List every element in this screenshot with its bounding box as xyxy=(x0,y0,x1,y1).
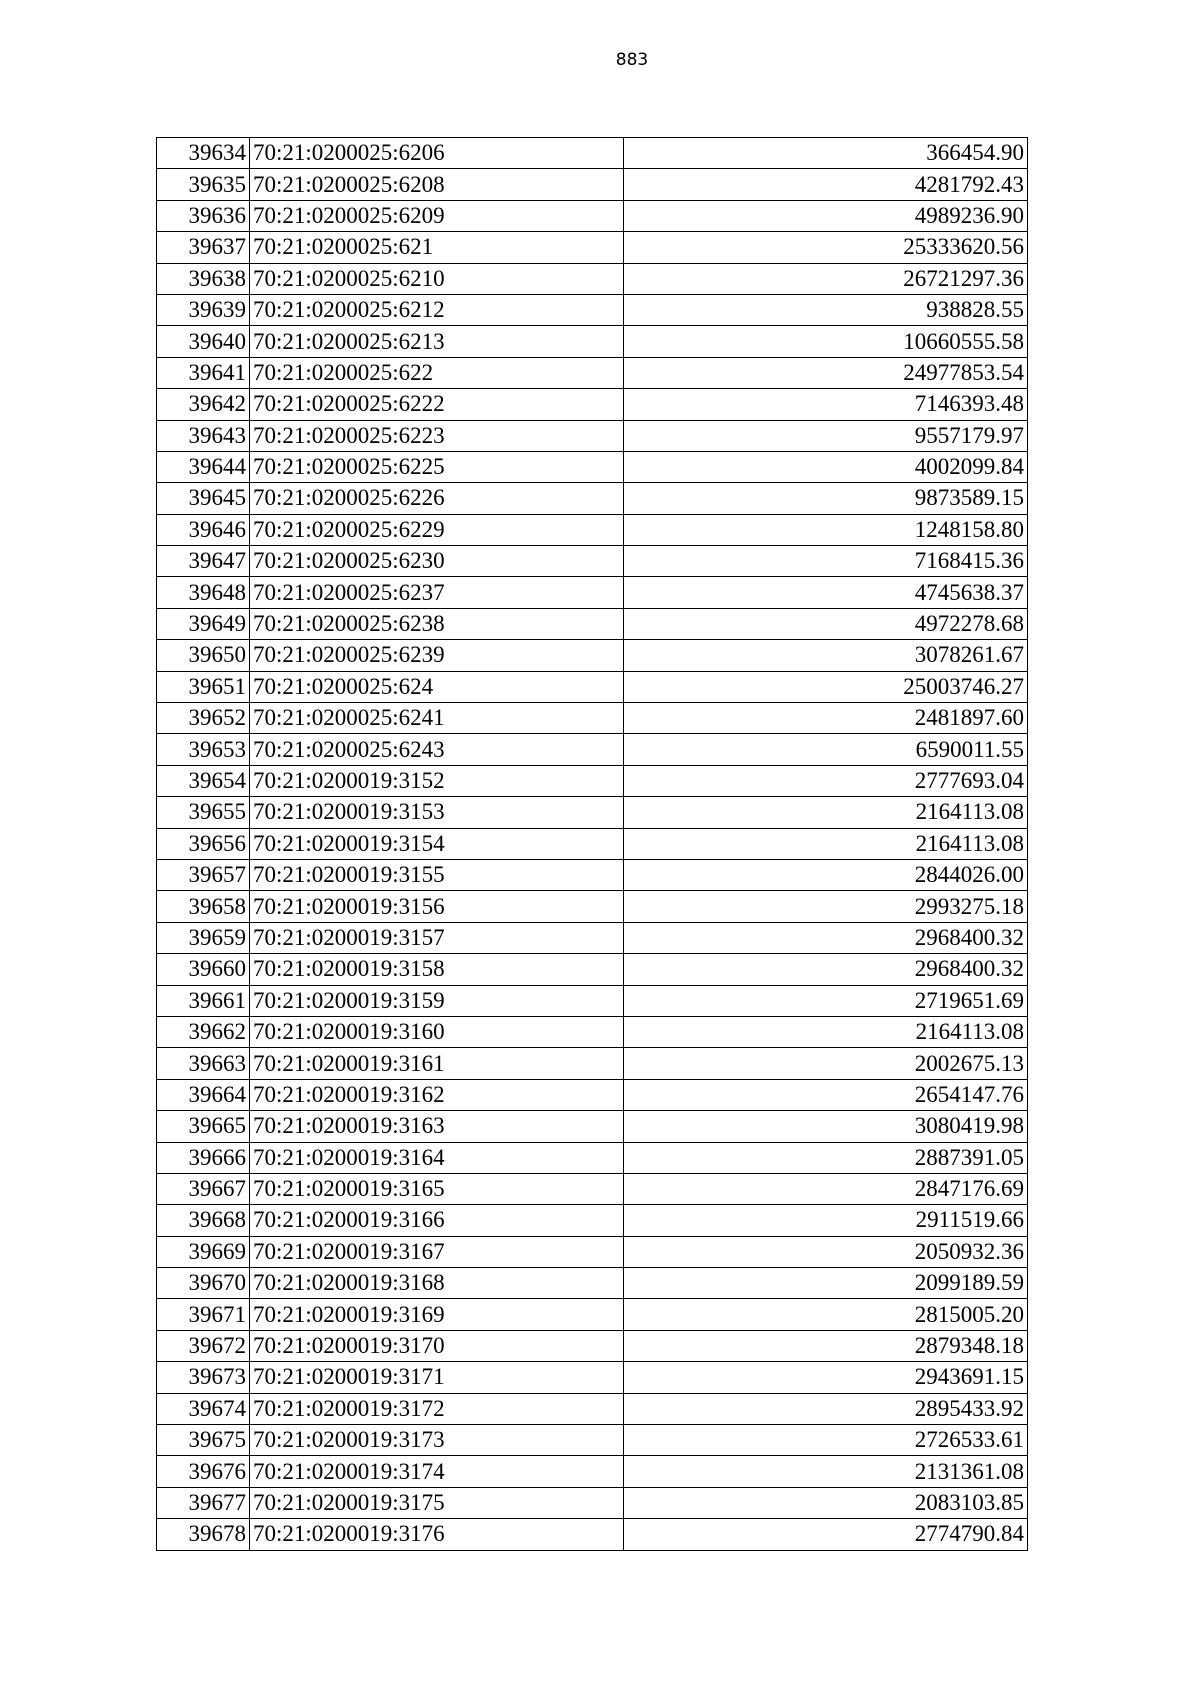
table-row xyxy=(157,514,1028,545)
table-row xyxy=(157,1362,1028,1393)
table-row xyxy=(157,734,1028,765)
table-row xyxy=(157,671,1028,702)
row-number: 39678 xyxy=(157,1519,250,1550)
table-row xyxy=(157,1205,1028,1236)
cadastral-value: 2164113.08 xyxy=(624,797,1028,828)
cadastral-number: 70:21:0200019:3175 xyxy=(250,1487,624,1518)
cadastral-value: 25003746.27 xyxy=(624,671,1028,702)
row-number: 39653 xyxy=(157,734,250,765)
cadastral-number: 70:21:0200019:3153 xyxy=(250,797,624,828)
row-number: 39671 xyxy=(157,1299,250,1330)
cadastral-number: 70:21:0200025:6238 xyxy=(250,608,624,639)
cadastral-value: 9557179.97 xyxy=(624,420,1028,451)
row-number: 39652 xyxy=(157,703,250,734)
row-number: 39665 xyxy=(157,1111,250,1142)
row-number: 39658 xyxy=(157,891,250,922)
cadastral-value: 2726533.61 xyxy=(624,1425,1028,1456)
table-row xyxy=(157,1299,1028,1330)
row-number: 39672 xyxy=(157,1330,250,1361)
row-number: 39657 xyxy=(157,859,250,890)
cadastral-value: 25333620.56 xyxy=(624,232,1028,263)
table-row xyxy=(157,1111,1028,1142)
cadastral-number: 70:21:0200025:6230 xyxy=(250,546,624,577)
row-number: 39648 xyxy=(157,577,250,608)
cadastral-value: 2993275.18 xyxy=(624,891,1028,922)
table-row xyxy=(157,577,1028,608)
cadastral-value: 2654147.76 xyxy=(624,1079,1028,1110)
cadastral-number: 70:21:0200019:3171 xyxy=(250,1362,624,1393)
cadastral-number: 70:21:0200019:3158 xyxy=(250,954,624,985)
cadastral-number: 70:21:0200019:3173 xyxy=(250,1425,624,1456)
row-number: 39640 xyxy=(157,326,250,357)
cadastral-number: 70:21:0200025:624 xyxy=(250,671,624,702)
table-row xyxy=(157,263,1028,294)
cadastral-number: 70:21:0200025:6209 xyxy=(250,200,624,231)
cadastral-number: 70:21:0200025:6210 xyxy=(250,263,624,294)
table-row xyxy=(157,1393,1028,1424)
table-row xyxy=(157,640,1028,671)
table-body xyxy=(157,138,1028,1551)
row-number: 39644 xyxy=(157,451,250,482)
cadastral-value: 2847176.69 xyxy=(624,1173,1028,1204)
cadastral-number: 70:21:0200019:3157 xyxy=(250,922,624,953)
cadastral-value: 2131361.08 xyxy=(624,1456,1028,1487)
cadastral-value: 26721297.36 xyxy=(624,263,1028,294)
row-number: 39664 xyxy=(157,1079,250,1110)
table-row xyxy=(157,1330,1028,1361)
row-number: 39636 xyxy=(157,200,250,231)
cadastral-value: 2164113.08 xyxy=(624,1016,1028,1047)
table-row xyxy=(157,1456,1028,1487)
table-row xyxy=(157,483,1028,514)
cadastral-value: 2943691.15 xyxy=(624,1362,1028,1393)
table-row xyxy=(157,1048,1028,1079)
cadastral-number: 70:21:0200025:6213 xyxy=(250,326,624,357)
cadastral-value: 4002099.84 xyxy=(624,451,1028,482)
table-row xyxy=(157,546,1028,577)
row-number: 39637 xyxy=(157,232,250,263)
cadastral-value: 24977853.54 xyxy=(624,357,1028,388)
table-row xyxy=(157,1487,1028,1518)
cadastral-number: 70:21:0200025:6226 xyxy=(250,483,624,514)
row-number: 39643 xyxy=(157,420,250,451)
cadastral-number: 70:21:0200019:3161 xyxy=(250,1048,624,1079)
table-row xyxy=(157,891,1028,922)
table-row xyxy=(157,138,1028,169)
row-number: 39668 xyxy=(157,1205,250,1236)
cadastral-value: 2774790.84 xyxy=(624,1519,1028,1550)
row-number: 39645 xyxy=(157,483,250,514)
cadastral-value: 9873589.15 xyxy=(624,483,1028,514)
cadastral-number: 70:21:0200019:3167 xyxy=(250,1236,624,1267)
row-number: 39646 xyxy=(157,514,250,545)
cadastral-number: 70:21:0200019:3159 xyxy=(250,985,624,1016)
row-number: 39641 xyxy=(157,357,250,388)
table-row xyxy=(157,828,1028,859)
cadastral-value: 2050932.36 xyxy=(624,1236,1028,1267)
cadastral-value: 2911519.66 xyxy=(624,1205,1028,1236)
row-number: 39634 xyxy=(157,138,250,169)
row-number: 39667 xyxy=(157,1173,250,1204)
cadastral-number: 70:21:0200019:3163 xyxy=(250,1111,624,1142)
table-row xyxy=(157,1268,1028,1299)
cadastral-value: 3078261.67 xyxy=(624,640,1028,671)
table-row xyxy=(157,1142,1028,1173)
cadastral-number: 70:21:0200025:6241 xyxy=(250,703,624,734)
row-number: 39662 xyxy=(157,1016,250,1047)
table-row xyxy=(157,169,1028,200)
table-row xyxy=(157,1425,1028,1456)
cadastral-value: 2777693.04 xyxy=(624,765,1028,796)
cadastral-number: 70:21:0200025:621 xyxy=(250,232,624,263)
cadastral-value: 2481897.60 xyxy=(624,703,1028,734)
cadastral-number: 70:21:0200019:3156 xyxy=(250,891,624,922)
cadastral-value: 4745638.37 xyxy=(624,577,1028,608)
table-row xyxy=(157,420,1028,451)
cadastral-number: 70:21:0200025:6225 xyxy=(250,451,624,482)
table-row xyxy=(157,1236,1028,1267)
cadastral-number: 70:21:0200019:3154 xyxy=(250,828,624,859)
cadastral-value: 2164113.08 xyxy=(624,828,1028,859)
cadastral-value: 366454.90 xyxy=(624,138,1028,169)
row-number: 39650 xyxy=(157,640,250,671)
table-row xyxy=(157,765,1028,796)
row-number: 39663 xyxy=(157,1048,250,1079)
row-number: 39635 xyxy=(157,169,250,200)
table-row xyxy=(157,1016,1028,1047)
cadastral-number: 70:21:0200025:6237 xyxy=(250,577,624,608)
cadastral-value: 2099189.59 xyxy=(624,1268,1028,1299)
cadastral-number: 70:21:0200025:6239 xyxy=(250,640,624,671)
table-row xyxy=(157,357,1028,388)
table-row xyxy=(157,326,1028,357)
cadastral-number: 70:21:0200019:3172 xyxy=(250,1393,624,1424)
row-number: 39675 xyxy=(157,1425,250,1456)
row-number: 39670 xyxy=(157,1268,250,1299)
cadastral-value: 7146393.48 xyxy=(624,389,1028,420)
cadastral-number: 70:21:0200025:6208 xyxy=(250,169,624,200)
cadastral-value: 4972278.68 xyxy=(624,608,1028,639)
cadastral-value: 938828.55 xyxy=(624,294,1028,325)
cadastral-number: 70:21:0200025:622 xyxy=(250,357,624,388)
cadastral-value: 2879348.18 xyxy=(624,1330,1028,1361)
cadastral-value: 6590011.55 xyxy=(624,734,1028,765)
cadastral-value: 2895433.92 xyxy=(624,1393,1028,1424)
cadastral-number: 70:21:0200025:6223 xyxy=(250,420,624,451)
cadastral-value: 7168415.36 xyxy=(624,546,1028,577)
cadastral-value: 10660555.58 xyxy=(624,326,1028,357)
table-row xyxy=(157,922,1028,953)
row-number: 39673 xyxy=(157,1362,250,1393)
cadastral-number: 70:21:0200019:3168 xyxy=(250,1268,624,1299)
row-number: 39651 xyxy=(157,671,250,702)
row-number: 39677 xyxy=(157,1487,250,1518)
cadastral-value: 4281792.43 xyxy=(624,169,1028,200)
row-number: 39649 xyxy=(157,608,250,639)
cadastral-number: 70:21:0200019:3162 xyxy=(250,1079,624,1110)
table-row xyxy=(157,1519,1028,1550)
cadastral-value: 2968400.32 xyxy=(624,954,1028,985)
table-row xyxy=(157,859,1028,890)
table-row xyxy=(157,703,1028,734)
row-number: 39639 xyxy=(157,294,250,325)
cadastral-number: 70:21:0200019:3176 xyxy=(250,1519,624,1550)
cadastral-number: 70:21:0200019:3160 xyxy=(250,1016,624,1047)
cadastral-value: 1248158.80 xyxy=(624,514,1028,545)
cadastral-number: 70:21:0200019:3155 xyxy=(250,859,624,890)
cadastral-value: 2815005.20 xyxy=(624,1299,1028,1330)
row-number: 39638 xyxy=(157,263,250,294)
cadastral-number: 70:21:0200019:3166 xyxy=(250,1205,624,1236)
page-number: 883 xyxy=(615,50,649,70)
table-row xyxy=(157,232,1028,263)
row-number: 39676 xyxy=(157,1456,250,1487)
row-number: 39654 xyxy=(157,765,250,796)
cadastral-value: 2002675.13 xyxy=(624,1048,1028,1079)
cadastral-number: 70:21:0200019:3170 xyxy=(250,1330,624,1361)
table-row xyxy=(157,608,1028,639)
row-number: 39659 xyxy=(157,922,250,953)
cadastral-number: 70:21:0200025:6222 xyxy=(250,389,624,420)
table-row xyxy=(157,1173,1028,1204)
cadastral-value: 2844026.00 xyxy=(624,859,1028,890)
row-number: 39669 xyxy=(157,1236,250,1267)
row-number: 39642 xyxy=(157,389,250,420)
row-number: 39666 xyxy=(157,1142,250,1173)
cadastral-number: 70:21:0200019:3169 xyxy=(250,1299,624,1330)
cadastral-number: 70:21:0200019:3174 xyxy=(250,1456,624,1487)
cadastral-number: 70:21:0200025:6229 xyxy=(250,514,624,545)
cadastral-value: 2887391.05 xyxy=(624,1142,1028,1173)
cadastral-value: 2719651.69 xyxy=(624,985,1028,1016)
row-number: 39656 xyxy=(157,828,250,859)
cadastral-number: 70:21:0200025:6243 xyxy=(250,734,624,765)
table-row xyxy=(157,200,1028,231)
row-number: 39661 xyxy=(157,985,250,1016)
table-row xyxy=(157,451,1028,482)
row-number: 39660 xyxy=(157,954,250,985)
cadastral-value: 2968400.32 xyxy=(624,922,1028,953)
row-number: 39655 xyxy=(157,797,250,828)
cadastral-number: 70:21:0200025:6212 xyxy=(250,294,624,325)
table-row xyxy=(157,954,1028,985)
cadastral-value: 3080419.98 xyxy=(624,1111,1028,1142)
table-row xyxy=(157,389,1028,420)
table-row xyxy=(157,1079,1028,1110)
cadastral-number: 70:21:0200019:3152 xyxy=(250,765,624,796)
cadastral-number: 70:21:0200019:3165 xyxy=(250,1173,624,1204)
cadastral-value-table xyxy=(156,137,1028,1551)
cadastral-value: 4989236.90 xyxy=(624,200,1028,231)
cadastral-value: 2083103.85 xyxy=(624,1487,1028,1518)
table-row xyxy=(157,985,1028,1016)
table-row xyxy=(157,797,1028,828)
row-number: 39674 xyxy=(157,1393,250,1424)
row-number: 39647 xyxy=(157,546,250,577)
table-row xyxy=(157,294,1028,325)
cadastral-number: 70:21:0200019:3164 xyxy=(250,1142,624,1173)
cadastral-number: 70:21:0200025:6206 xyxy=(250,138,624,169)
